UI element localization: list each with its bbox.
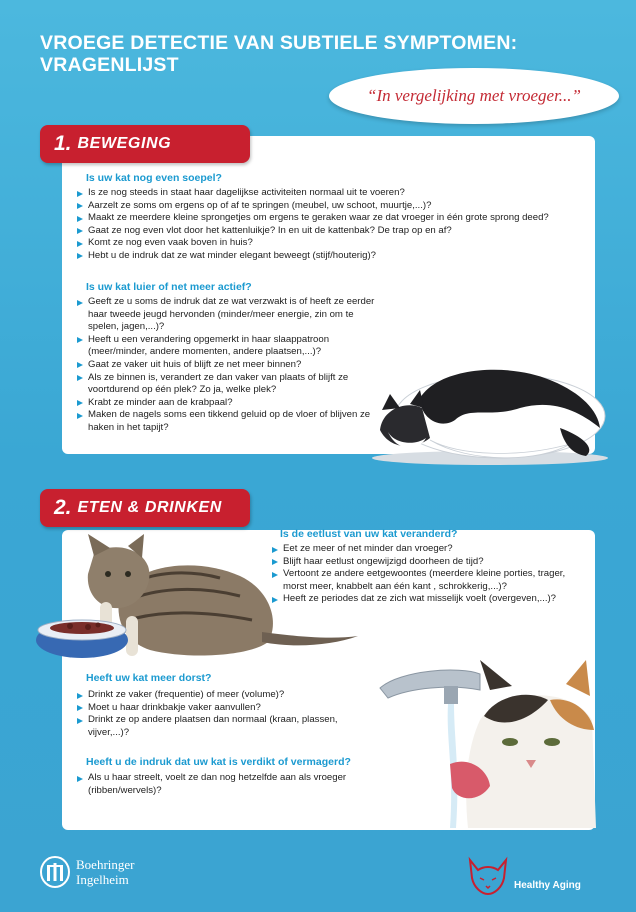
question-list-soepel (76, 187, 596, 263)
list-item: Gaat ze vaker uit huis of blijft ze net meer binnen? (76, 359, 376, 372)
boehringer-logo-text (76, 857, 134, 887)
quote-text: “In vergelijking met vroeger...” (366, 86, 582, 105)
list-item: Heeft ze periodes dat ze zich wat misselijk voelt (overgeven,...)? (271, 593, 591, 606)
drinking-cat-photo (380, 660, 596, 828)
list-item: Komt ze nog even vaak boven in huis? (76, 237, 596, 250)
brand-line-2: Ingelheim (76, 872, 129, 887)
list-item: Als u haar streelt, voelt ze dan nog hetzelfde aan als vroeger (ribben/wervels)? (76, 772, 396, 797)
list-item: Aarzelt ze soms om ergens op of af te springen (meubel, uw schoot, muurtje,...)? (76, 200, 596, 213)
sleeping-cat-photo (360, 358, 610, 468)
list-item: Krabt ze minder aan de krabpaal? (76, 397, 376, 410)
healthy-aging-logo (466, 856, 581, 901)
list-item: Is ze nog steeds in staat haar dagelijkse activiteiten normaal uit te voeren? (76, 187, 596, 200)
list-item: Maakt ze meerdere kleine sprongetjes om ergens te geraken waar ze dat vroeger in één grote sprong deed? (76, 212, 596, 225)
question-list-actief (76, 296, 376, 435)
healthy-aging-cat-icon (466, 856, 510, 896)
list-item: Vertoont ze andere eetgewoontes (meerdere kleine porties, trager, morst meer, knabbelt aan één kant , schrokkerig,...)? (271, 568, 591, 593)
question-eetlust: Is de eetlust van uw kat veranderd? (280, 528, 458, 540)
eating-cat-photo (30, 532, 360, 672)
question-list-dorst (76, 689, 376, 739)
section-1-number: 1. (54, 132, 72, 155)
question-list-gewicht (76, 772, 396, 797)
boehringer-logo (40, 855, 134, 889)
list-item: Eet ze meer of net minder dan vroeger? (271, 543, 591, 556)
section-1-tab (40, 125, 250, 163)
quote-bubble (329, 68, 619, 124)
list-item: Gaat ze nog even vlot door het kattenluikje? In en uit de kattenbak? De trap op en af? (76, 225, 596, 238)
brand-line-1: Boehringer (76, 857, 135, 872)
section-2-number: 2. (54, 496, 72, 519)
healthy-aging-text: Healthy Aging (514, 880, 581, 891)
section-2-label: ETEN & DRINKEN (77, 499, 222, 516)
list-item: Maken de nagels soms een tikkend geluid op de vloer of blijven ze haken in het tapijt? (76, 409, 376, 434)
section-1-label: BEWEGING (77, 135, 172, 152)
question-dorst: Heeft uw kat meer dorst? (86, 672, 212, 684)
list-item: Moet u haar drinkbakje vaker aanvullen? (76, 702, 376, 715)
section-2-tab (40, 489, 250, 527)
list-item: Drinkt ze vaker (frequentie) of meer (volume)? (76, 689, 376, 702)
question-gewicht: Heeft u de indruk dat uw kat is verdikt of vermagerd? (86, 756, 351, 768)
list-item: Geeft ze u soms de indruk dat ze wat verzwakt is of heeft ze eerder haar tweede jeugd hervonden (minder/meer energie, zin om te spelen, jagen,...)? (76, 296, 376, 334)
page-title: VROEGE DETECTIE VAN SUBTIELE SYMPTOMEN: VRAGENLIJST (40, 32, 518, 76)
question-actief: Is uw kat luier of net meer actief? (86, 281, 252, 293)
list-item: Blijft haar eetlust ongewijzigd doorheen de tijd? (271, 556, 591, 569)
list-item: Hebt u de indruk dat ze wat minder elegant beweegt (stijf/houterig)? (76, 250, 596, 263)
boehringer-logo-icon (40, 855, 70, 889)
list-item: Drinkt ze op andere plaatsen dan normaal (kraan, plassen, vijver,...)? (76, 714, 376, 739)
list-item: Als ze binnen is, verandert ze dan vaker van plaats of blijft ze voortdurend op één plek? Zo ja, welke plek? (76, 372, 376, 397)
list-item: Heeft u een verandering opgemerkt in haar slaappatroon (meer/minder, andere momenten, andere plaatsen,...)? (76, 334, 376, 359)
question-soepel: Is uw kat nog even soepel? (86, 172, 222, 184)
